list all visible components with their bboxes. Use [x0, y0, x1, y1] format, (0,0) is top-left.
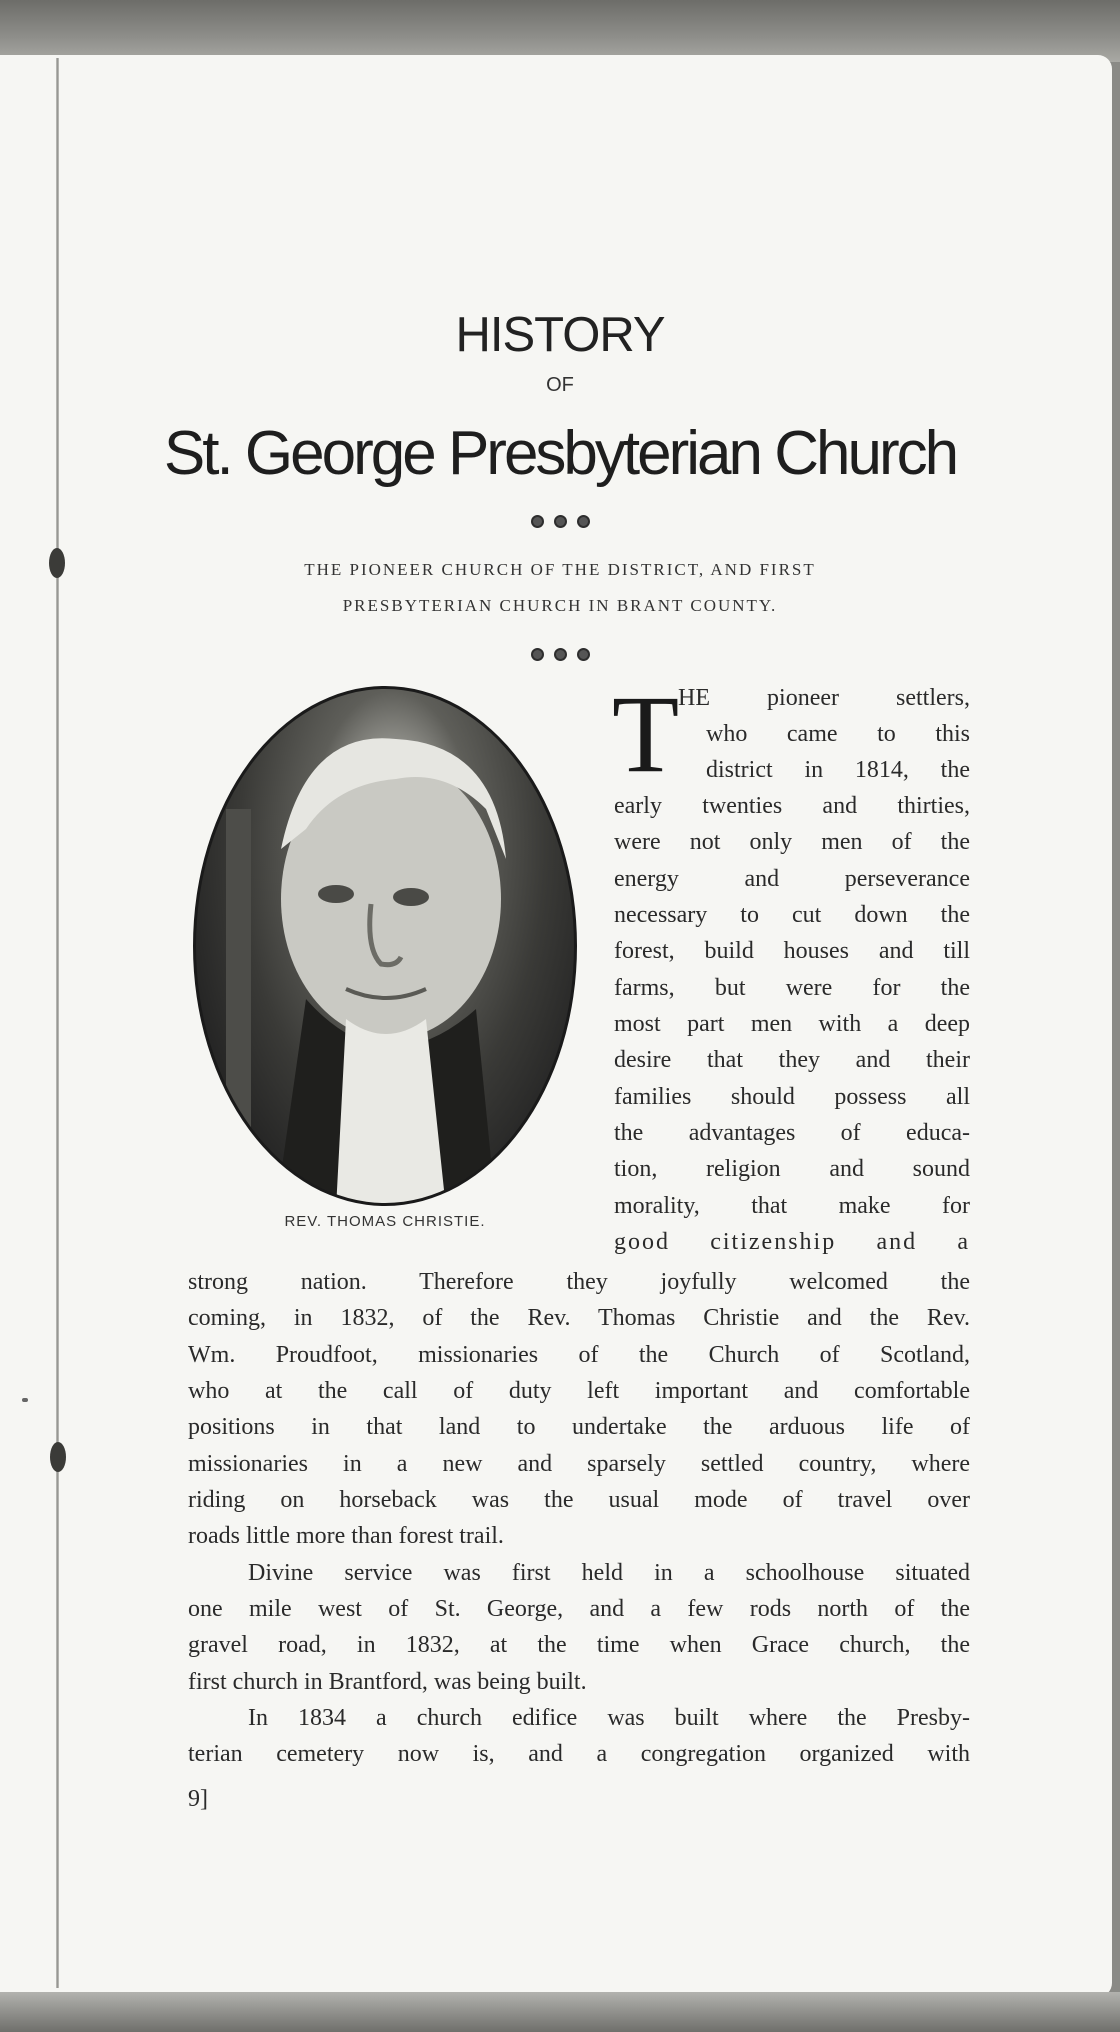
subtitle-line: THE PIONEER CHURCH OF THE DISTRICT, AND FIRST: [304, 560, 816, 579]
text-line: HE pioneer settlers,: [678, 685, 970, 711]
ornament-divider-bottom: [0, 648, 1120, 666]
text-line: who at the call of duty left important and comfortable: [188, 1378, 970, 1404]
binding-stitch-1: [49, 548, 65, 578]
portrait-figure: [196, 689, 577, 1206]
text-line: farms, but were for the: [614, 975, 970, 1001]
title-history: HISTORY: [455, 308, 665, 362]
text-line: energy and perseverance: [614, 866, 970, 892]
text-line: necessary to cut down the: [614, 902, 970, 928]
text-line: Divine service was first held in a schoolhouse situated: [248, 1560, 970, 1586]
text-line: the advantages of educa-: [614, 1120, 970, 1146]
text-line: coming, in 1832, of the Rev. Thomas Christie and the Rev.: [188, 1305, 970, 1331]
text-line: In 1834 a church edifice was built where the Presby-: [248, 1705, 970, 1731]
ornament-dot: [531, 648, 544, 661]
text-line: families should possess all: [614, 1084, 970, 1110]
ornament-dot: [554, 515, 567, 528]
title-church-name: St. George Presbyterian Church: [163, 419, 957, 488]
portrait-caption: REV. THOMAS CHRISTIE.: [284, 1213, 486, 1230]
text-line: good citizenship and a: [614, 1229, 970, 1255]
text-line: forest, build houses and till: [614, 938, 970, 964]
ornament-dot: [531, 515, 544, 528]
text-line: most part men with a deep: [614, 1011, 970, 1037]
scan-bottom-edge: [0, 1992, 1120, 2032]
text-line: first church in Brantford, was being built.: [188, 1669, 587, 1695]
text-line: tion, religion and sound: [614, 1156, 970, 1182]
subtitle: [150, 552, 970, 624]
scan-top-edge: [0, 0, 1120, 62]
text-line: riding on horseback was the usual mode of travel over: [188, 1487, 970, 1513]
ornament-divider-top: [0, 515, 1120, 533]
text-line: missionaries in a new and sparsely settled country, where: [188, 1451, 970, 1477]
ornament-dot: [577, 515, 590, 528]
portrait-photo: [193, 686, 577, 1206]
subtitle-line: PRESBYTERIAN CHURCH IN BRANT COUNTY.: [342, 596, 778, 615]
drop-cap: T: [612, 673, 680, 795]
text-line: positions in that land to undertake the arduous life of: [188, 1414, 970, 1440]
text-line: roads little more than forest trail.: [188, 1523, 504, 1549]
text-line: one mile west of St. George, and a few rods north of the: [188, 1596, 970, 1622]
text-line: district in 1814, the: [706, 757, 970, 783]
text-line: desire that they and their: [614, 1047, 970, 1073]
text-line: early twenties and thirties,: [614, 793, 970, 819]
ornament-dot: [554, 648, 567, 661]
text-line: who came to this: [706, 721, 970, 747]
text-line: terian cemetery now is, and a congregation organized with: [188, 1741, 970, 1767]
page-number: 9]: [188, 1786, 208, 1812]
text-line: morality, that make for: [614, 1193, 970, 1219]
text-line: strong nation. Therefore they joyfully welcomed the: [188, 1269, 970, 1295]
binding-stitch-2: [50, 1442, 66, 1472]
text-line: Wm. Proudfoot, missionaries of the Church of Scotland,: [188, 1342, 970, 1368]
text-line: were not only men of the: [614, 829, 970, 855]
ornament-dot: [577, 648, 590, 661]
text-line: gravel road, in 1832, at the time when Grace church, the: [188, 1632, 970, 1658]
title-of: OF: [546, 374, 574, 396]
margin-speck: [22, 1398, 28, 1402]
